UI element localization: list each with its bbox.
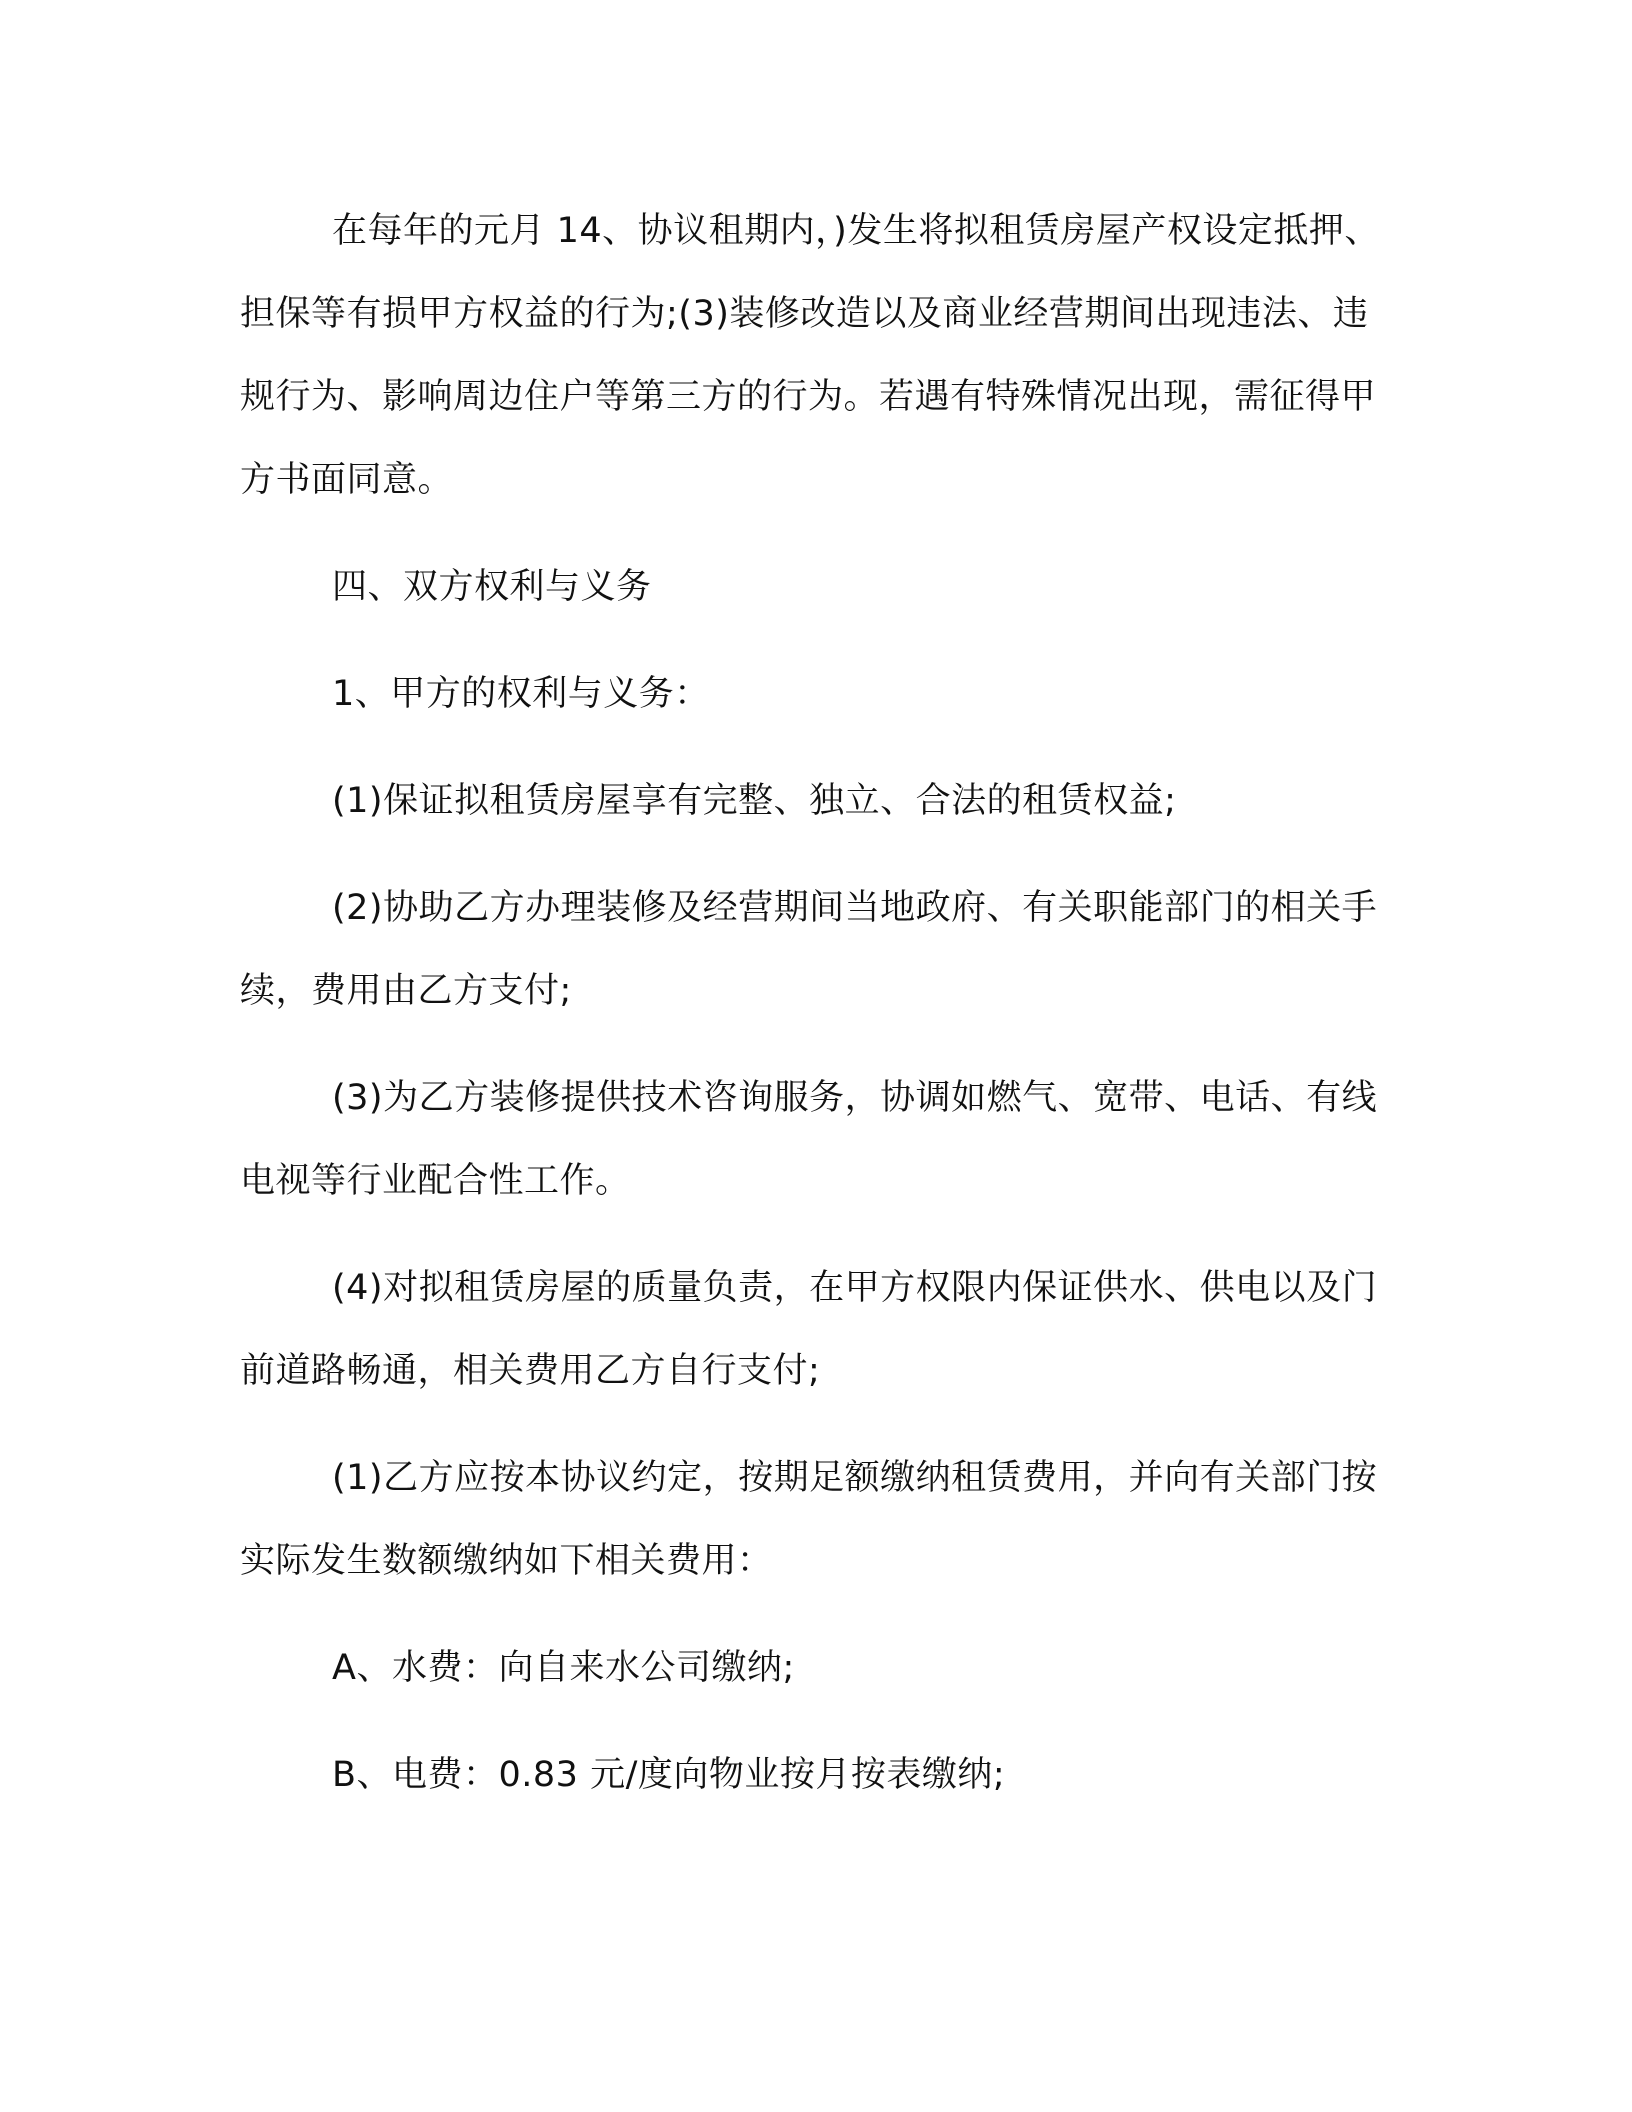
clause-a4: (4)对拟租赁房屋的质量负责，在甲方权限内保证供水、供电以及门前道路畅通，相关费用乙方自行支付; bbox=[240, 1268, 1378, 1391]
clause-b1: (1)乙方应按本协议约定，按期足额缴纳租赁费用，并向有关部门按实际发生数额缴纳如下相关费用： bbox=[240, 1458, 1378, 1581]
section-heading-rights-obligations: 四、双方权利与义务 bbox=[332, 567, 652, 607]
subheading-party-a: 1、甲方的权利与义务： bbox=[332, 674, 710, 714]
clause-a1: (1)保证拟租赁房屋享有完整、独立、合法的租赁权益; bbox=[332, 781, 1177, 821]
clause-a3: (3)为乙方装修提供技术咨询服务，协调如燃气、宽带、电话、有线电视等行业配合性工作。 bbox=[240, 1078, 1378, 1201]
fee-water: A、水费：向自来水公司缴纳; bbox=[332, 1648, 795, 1688]
document-page bbox=[240, 190, 1385, 1817]
paragraph-tenant-restrictions: 在每年的元月 14、协议租期内，)发生将拟租赁房屋产权设定抵押、担保等有损甲方权益的行为;(3)装修改造以及商业经营期间出现违法、违规行为、影响周边住户等第三方的行为。若遇有特殊情况出现，需征得甲方书面同意。 bbox=[240, 211, 1380, 500]
clause-a2: (2)协助乙方办理装修及经营期间当地政府、有关职能部门的相关手续，费用由乙方支付; bbox=[240, 888, 1378, 1011]
fee-electricity: B、电费：0.83 元/度向物业按月按表缴纳; bbox=[332, 1755, 1006, 1795]
